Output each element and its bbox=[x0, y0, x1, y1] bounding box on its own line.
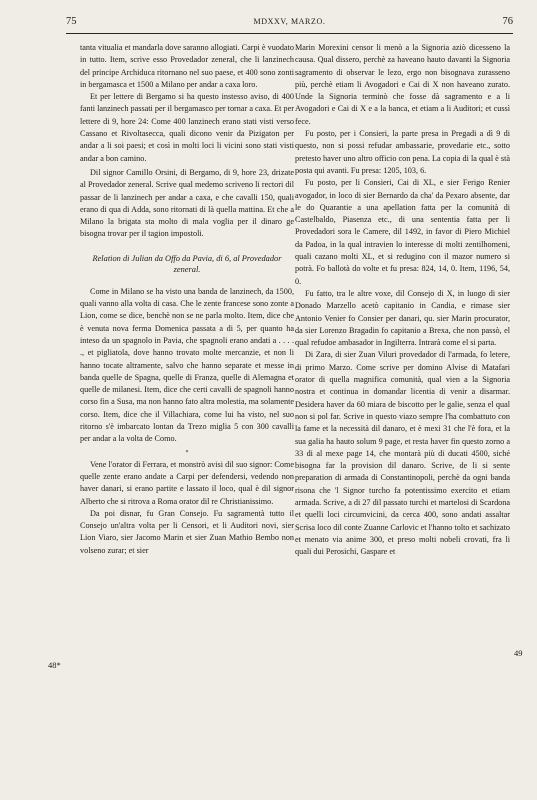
paragraph: Fu fatto, tra le altre voxe, dil Consejo di X, in luogo di sier Donado Marzello acetò capitanio in Candia, e rimase sier Antonio Venier fo Consier per danari, qu. sier Marin procurator, da sier Lorenzo Bragadin fo capitanio a Brexa, che non passò, el qual refudoe ambasador in Ingilterra. Intrarà come el si parta. bbox=[295, 288, 510, 348]
margin-note-left: 48* bbox=[48, 660, 61, 670]
header-rule bbox=[66, 33, 513, 34]
paragraph: tanta vitualia et mandarla dove saranno allogiati. Carpi è vuodato in tutto. Item, scrive esso Provedador zeneral, che li lanzinech del principe Archiduca ritornano nel suo paese, et 400 sono zonti in bergamasca et 1500 a Milano per andar a caxa loro. bbox=[80, 43, 294, 89]
paragraph: Da poi disnar, fu Gran Consejo. Fu sagramentà tutto il Consejo un'altra volta per li Censori, et li Auditori novi, sier Lion Viaro, sier Jacomo Marin et sier Zuan Mathio Bembo non volseno zurar; et sier bbox=[80, 508, 294, 555]
left-column bbox=[80, 42, 294, 557]
paragraph: Vene l'orator di Ferrara, et monstrò avisi dil suo signor: Come quelle zente erano andate a Carpi per defendersi, vedendo non haver danari, si erano partite e lassato il loco, qual è dil signor Alberto che si ritrova a Roma orator dil re Christianissimo. bbox=[80, 459, 294, 506]
margin-note-right: 49 bbox=[514, 648, 523, 658]
paragraph: Dil signor Camillo Orsini, di Bergamo, di 9, hore 23, drizate al Provedador zeneral. Scrive qual medemo scriveno li rectori dil passar de li lanzinech per andar a caxa, e che cavalli 150, quali erano di qua di Adda, sono ritornati di là quella mattina. Et che a Milano la brigata sta molto di mala voglia per il dinaro ge bisogna trovar per il tagion impostoli. bbox=[80, 167, 294, 239]
running-head-title: MDXXV, MARZO. bbox=[253, 17, 326, 26]
paragraph: Fu posto, per li Consieri, Cai di XL, e sier Ferigo Renier avogador, in loco di sier Bernardo da cha' da Pexaro absente, dar le do Quarantie a una apellation fatta per la comunità di Castelbaldo, Piasenza etc., di una sententia fatta per li Provedadori sora le Camere, dil 1492, in favor di Piero Michiel da Padoa, in la qual intravien lo interesse di molti zentilhomeni, quali cazano molti XL, et si redugino con il mazor numero si potrà. Fo ballotà do volte et fu presa: 824, 14, 0. Item, 1196, 54, 0. bbox=[295, 178, 510, 286]
paragraph: Marin Morexini censor li menò a la Signoria aziò dicesseno la causa. Qual dissero, perchè za haveano hauto davanti la Signoria sagramento di observar le lezo, ergo non bisognava zurasseno più, perchè etiam li Avogadori e Cai di X non haveano zurato. Unde la Signoria terminò che fosse dà sagramento e a li Avogadori e Cai di X e a la banca, et etiam a li Auditori; et cussì fece. bbox=[295, 43, 510, 126]
paragraph: Di Zara, di sier Zuan Viluri provedador di l'armada, fo letere, di primo Marzo. Come scrive per domino Alvise di Matafari orator di quella magnifica comunità, qual vien a la Signoria nostra et continua in domandar licentia di venir a disarmar. Desidera haver da 60 miara de biscotto per le galie, senza el qual non si pol far. Scrive in questo viazo sempre l'ha combattuto con la fame et la necessità dil danaro, et è mexi 31 che l'è fora, et la sua galia ha hauto solum 9 page, et resta haver fin questo zorno a 33 di al mexe page 14, che montarà più di ducati 4500, siché bisogna far la provision dil danaro. Scrive, de li si sente preparation di armada di Constantinopoli, perchè da ogni banda risona che 'l Signor turcho fa potentissimo exercito et etiam armada. Scrive, a di 27 dil passato turchi et martelosi di Scardona et quelli loci circumvicini, da cerca 400, sono andati assaltar Scrisa loco dil conte Zuanne Carlovic et l'hanno tolto et sachizato et menato via anime 300, et preso molti nobeli crovati, fra li quali dui Perosichi, Gaspare et bbox=[295, 350, 510, 557]
paragraph: Come in Milano se ha visto una banda de lanzinech, da 1500, quali vanno alla volta di casa. Che le zente francese sono zonte a Lion, come se dice, benchè non se ne parla molto. Item, dice che è venuta nova ferma Domenica passata a di 5, per quanto ha inteso da un spagnolo in Pavia, che spagnoli erano andati a . . . . ., et pigliatola, dove hanno trovato molte mercanzie, et non li hanno tocate altramente, salvo che hanno separate et messe in banda quelle de Spagna, quelle di Franza, quelle di Alemagna et quelle de milanesi. Item, dice che certi cavalli de spagnoli hanno corso fin a Susa, ma non hanno fato altra molestia, ma solamente corso. Item, dice che il Villachiara, come lui ha visto, nel suo ritorno s'è imbarcato lontan da Trezo miglia 5 con 300 cavalli per andar a la volta de Como. bbox=[80, 286, 294, 444]
section-separator: * bbox=[185, 449, 189, 456]
right-column bbox=[295, 42, 510, 558]
paragraph: Fu posto, per i Consieri, la parte presa in Pregadi a dì 9 di questo, non si possi refudar ambassarie, provedarie etc., sotto pretesto haver uno altro officio con pena. La copia di la qual è stà posta qui avanti. Fu presa: 1205, 103, 6. bbox=[295, 129, 510, 175]
page-number-left: 75 bbox=[66, 16, 77, 27]
section-heading: Relation di Julian da Offo da Pavia, di 6, al Provedador zeneral. bbox=[92, 253, 282, 275]
page-number-right: 76 bbox=[502, 16, 513, 27]
paragraph: Et per lettere di Bergamo si ha questo instesso aviso, di 400 fanti lanzinech passati per il bergamasco per tornar a caxa. Et per lettere di 9, hore 24: Come 400 lanzinech erano stati visti verso Cassano et Rivoltasecca, quali dicono venir da Pizigaton per andar a li soi paesi; et così in molti loci li vicini sono stati visti andar a bon camino. bbox=[80, 92, 294, 163]
running-header bbox=[66, 16, 513, 30]
